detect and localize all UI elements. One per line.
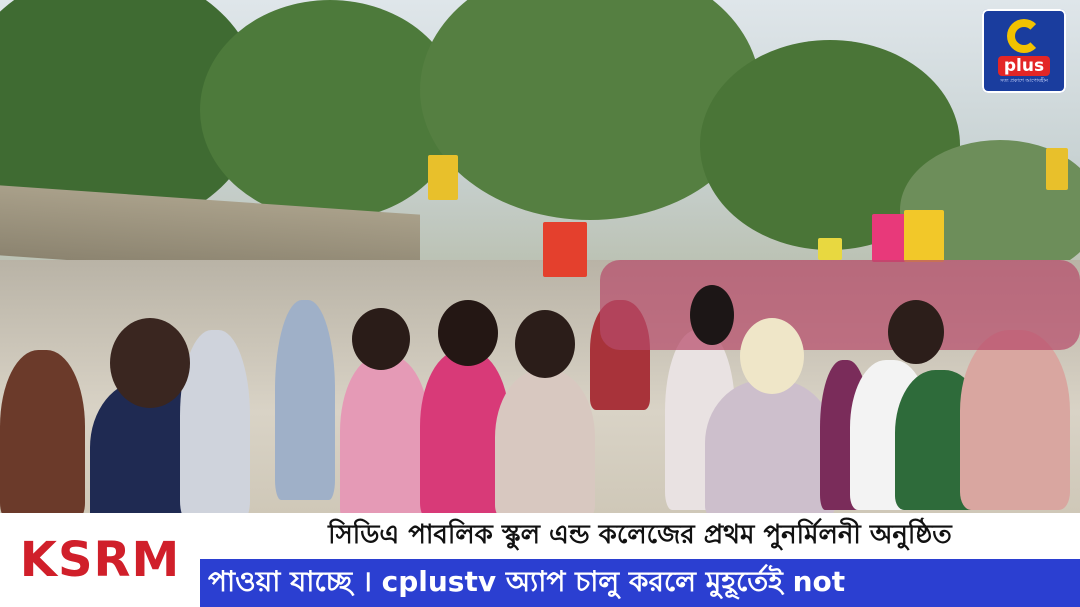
crowd-background bbox=[600, 260, 1080, 350]
channel-logo bbox=[982, 9, 1066, 93]
marcher bbox=[275, 300, 335, 500]
marcher bbox=[705, 380, 835, 513]
placard bbox=[904, 210, 944, 262]
marcher bbox=[0, 350, 85, 513]
head bbox=[110, 318, 190, 408]
head bbox=[352, 308, 410, 370]
logo-plus-label: plus bbox=[998, 56, 1050, 76]
c-letter-icon bbox=[1007, 19, 1041, 53]
placard bbox=[428, 155, 458, 200]
placard bbox=[543, 222, 587, 277]
marcher bbox=[340, 355, 430, 513]
head bbox=[740, 318, 804, 394]
logo-tagline: সত্য প্রকাশে আপোষহীন bbox=[1000, 77, 1048, 84]
marcher bbox=[960, 330, 1070, 510]
head bbox=[690, 285, 734, 345]
placard bbox=[872, 214, 906, 262]
ticker-headline: সিডিএ পাবলিক স্কুল এন্ড কলেজের প্রথম পুনর্মিলনী অনুষ্ঠিত bbox=[200, 513, 1080, 559]
head bbox=[888, 300, 944, 364]
ticker-scroll: পাওয়া যাচ্ছে । cplustv অ্যাপ চালু করলে মুহূর্তেই not bbox=[200, 559, 1080, 607]
sponsor-brand: KSRM bbox=[0, 513, 202, 607]
head bbox=[515, 310, 575, 378]
placard bbox=[818, 238, 842, 260]
marcher bbox=[180, 330, 250, 513]
head bbox=[438, 300, 498, 366]
placard bbox=[1046, 148, 1068, 190]
news-ticker bbox=[0, 513, 1080, 607]
marcher bbox=[495, 370, 595, 513]
tree bbox=[200, 0, 460, 220]
